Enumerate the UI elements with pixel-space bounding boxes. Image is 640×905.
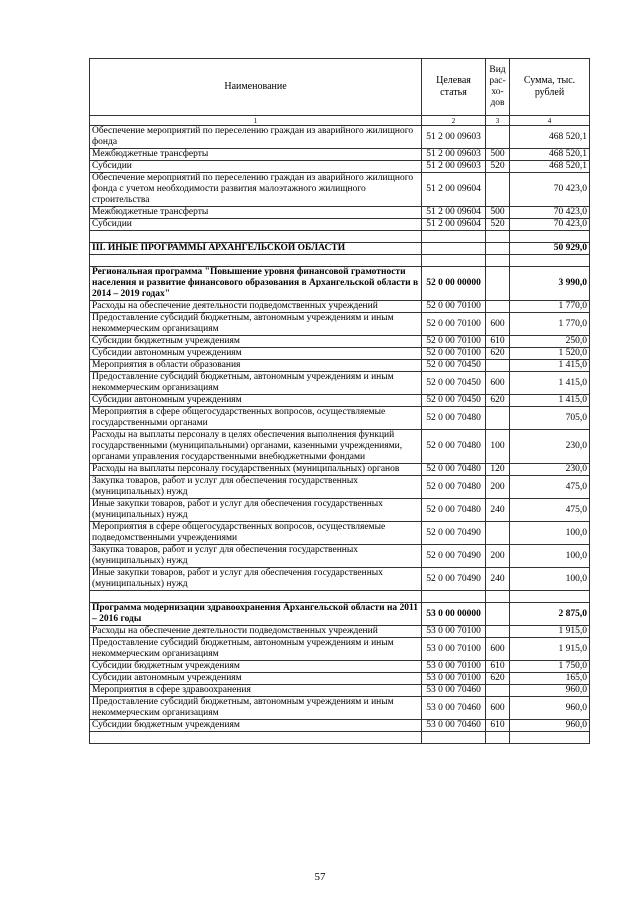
- table-row: [90, 720, 590, 732]
- row-vid: 600: [486, 697, 510, 720]
- row-vid: [486, 243, 510, 255]
- empty-cell: [486, 732, 510, 744]
- table-row: [90, 301, 590, 313]
- table-row: [90, 348, 590, 360]
- row-code: 52 0 00 70450: [422, 372, 486, 395]
- row-sum: 960,0: [510, 685, 590, 697]
- row-name: Расходы на выплаты персоналу государственных (муниципальных) органов: [90, 464, 422, 476]
- row-sum: 1 915,0: [510, 626, 590, 638]
- row-code: 52 0 00 70490: [422, 568, 486, 591]
- table-row: [90, 207, 590, 219]
- section-row: [90, 267, 590, 301]
- empty-cell: [486, 255, 510, 267]
- row-name: Субсидии бюджетным учреждениям: [90, 720, 422, 732]
- row-sum: 165,0: [510, 673, 590, 685]
- page-number: 57: [314, 871, 326, 883]
- empty-cell: [510, 255, 590, 267]
- row-sum: 475,0: [510, 476, 590, 499]
- row-vid: 520: [486, 161, 510, 173]
- row-vid: 620: [486, 348, 510, 360]
- row-vid: [486, 685, 510, 697]
- row-sum: 2 875,0: [510, 603, 590, 626]
- row-sum: 230,0: [510, 430, 590, 464]
- column-index-row: [90, 116, 590, 126]
- table-row: [90, 499, 590, 522]
- row-vid: 120: [486, 464, 510, 476]
- spacer-row: [90, 591, 590, 603]
- table-row: [90, 360, 590, 372]
- spacer-row: [90, 231, 590, 243]
- row-sum: 250,0: [510, 336, 590, 348]
- row-sum: 1 750,0: [510, 661, 590, 673]
- row-name: Расходы на обеспечение деятельности подведомственных учреждений: [90, 301, 422, 313]
- table-row: [90, 661, 590, 673]
- row-sum: 50 929,0: [510, 243, 590, 255]
- row-vid: [486, 267, 510, 301]
- table-header-row: [90, 59, 590, 116]
- row-code: 53 0 00 70100: [422, 638, 486, 661]
- row-vid: [486, 407, 510, 430]
- row-name: Иные закупки товаров, работ и услуг для обеспечения государственных (муниципальных) нужд: [90, 568, 422, 591]
- row-code: 52 0 00 70480: [422, 476, 486, 499]
- table-row: [90, 161, 590, 173]
- row-sum: 1 415,0: [510, 395, 590, 407]
- row-code: 53 0 00 70100: [422, 673, 486, 685]
- row-code: 52 0 00 70450: [422, 360, 486, 372]
- row-sum: 230,0: [510, 464, 590, 476]
- row-code: 52 0 00 70480: [422, 464, 486, 476]
- section-row: [90, 243, 590, 255]
- row-vid: 620: [486, 673, 510, 685]
- empty-cell: [90, 255, 422, 267]
- row-code: 51 2 00 09604: [422, 219, 486, 231]
- empty-cell: [486, 591, 510, 603]
- spacer-row: [90, 255, 590, 267]
- row-name: Предоставление субсидий бюджетным, автономным учреждениям и иным некоммерческим организациям: [90, 638, 422, 661]
- row-name: Предоставление субсидий бюджетным, автономным учреждениям и иным некоммерческим организациям: [90, 697, 422, 720]
- row-sum: 705,0: [510, 407, 590, 430]
- table-row: [90, 522, 590, 545]
- row-vid: 620: [486, 395, 510, 407]
- row-name: Мероприятия в сфере общегосударственных вопросов, осуществляемые государственными органами: [90, 407, 422, 430]
- table-row: [90, 638, 590, 661]
- empty-cell: [90, 591, 422, 603]
- table-row: [90, 626, 590, 638]
- row-vid: [486, 360, 510, 372]
- row-vid: 610: [486, 661, 510, 673]
- column-index-3: 3: [486, 116, 510, 126]
- row-code: 52 0 00 00000: [422, 267, 486, 301]
- row-code: 51 2 00 09603: [422, 149, 486, 161]
- header-name: Наименование: [90, 59, 422, 116]
- row-code: 53 0 00 70460: [422, 697, 486, 720]
- row-sum: 960,0: [510, 720, 590, 732]
- column-index-4: 4: [510, 116, 590, 126]
- row-code: 52 0 00 70480: [422, 499, 486, 522]
- row-vid: 610: [486, 336, 510, 348]
- table-row: [90, 464, 590, 476]
- row-vid: 520: [486, 219, 510, 231]
- table-row: [90, 407, 590, 430]
- empty-cell: [510, 591, 590, 603]
- row-code: 53 0 00 70100: [422, 661, 486, 673]
- row-sum: 1 770,0: [510, 313, 590, 336]
- table-row: [90, 430, 590, 464]
- row-name: Программа модернизации здравоохранения Архангельской области на 2011 – 2016 годы: [90, 603, 422, 626]
- row-code: 52 0 00 70490: [422, 522, 486, 545]
- row-name: Расходы на обеспечение деятельности подведомственных учреждений: [90, 626, 422, 638]
- row-code: 52 0 00 70100: [422, 301, 486, 313]
- row-sum: 1 415,0: [510, 360, 590, 372]
- row-sum: 1 770,0: [510, 301, 590, 313]
- row-name: Субсидии бюджетным учреждениям: [90, 661, 422, 673]
- row-vid: 240: [486, 499, 510, 522]
- row-sum: 70 423,0: [510, 173, 590, 207]
- empty-cell: [90, 231, 422, 243]
- table-body: [90, 59, 590, 744]
- row-vid: 500: [486, 207, 510, 219]
- empty-cell: [422, 255, 486, 267]
- row-name: Субсидии: [90, 161, 422, 173]
- row-sum: 475,0: [510, 499, 590, 522]
- row-name: Субсидии автономным учреждениям: [90, 673, 422, 685]
- row-vid: 200: [486, 545, 510, 568]
- row-name: III. ИНЫЕ ПРОГРАММЫ АРХАНГЕЛЬСКОЙ ОБЛАСТИ: [90, 243, 422, 255]
- row-vid: [486, 522, 510, 545]
- row-sum: 3 990,0: [510, 267, 590, 301]
- row-name: Иные закупки товаров, работ и услуг для обеспечения государственных (муниципальных) нужд: [90, 499, 422, 522]
- row-code: [422, 243, 486, 255]
- empty-cell: [510, 231, 590, 243]
- row-vid: 200: [486, 476, 510, 499]
- header-sum: Сумма, тыс. рублей: [510, 59, 590, 116]
- row-name: Мероприятия в сфере общегосударственных вопросов, осуществляемые подведомственными учреждениями: [90, 522, 422, 545]
- row-code: 53 0 00 70460: [422, 685, 486, 697]
- table-row: [90, 372, 590, 395]
- row-vid: 600: [486, 313, 510, 336]
- section-row: [90, 603, 590, 626]
- row-sum: 70 423,0: [510, 207, 590, 219]
- row-name: Предоставление субсидий бюджетным, автономным учреждениям и иным некоммерческим организациям: [90, 313, 422, 336]
- empty-cell: [90, 732, 422, 744]
- row-code: 51 2 00 09603: [422, 126, 486, 149]
- row-vid: [486, 126, 510, 149]
- row-vid: 600: [486, 638, 510, 661]
- row-sum: 960,0: [510, 697, 590, 720]
- table-row: [90, 336, 590, 348]
- row-code: 52 0 00 70100: [422, 313, 486, 336]
- header-code: Целевая статья: [422, 59, 486, 116]
- empty-cell: [422, 732, 486, 744]
- empty-cell: [422, 231, 486, 243]
- row-name: Субсидии: [90, 219, 422, 231]
- table-row: [90, 476, 590, 499]
- row-name: Мероприятия в области образования: [90, 360, 422, 372]
- row-vid: 240: [486, 568, 510, 591]
- row-vid: 500: [486, 149, 510, 161]
- row-name: Обеспечение мероприятий по переселению граждан из аварийного жилищного фонда: [90, 126, 422, 149]
- row-sum: 100,0: [510, 545, 590, 568]
- row-code: 52 0 00 70450: [422, 395, 486, 407]
- row-name: Предоставление субсидий бюджетным, автономным учреждениям и иным некоммерческим организациям: [90, 372, 422, 395]
- row-vid: 100: [486, 430, 510, 464]
- table-row: [90, 313, 590, 336]
- spacer-row: [90, 732, 590, 744]
- empty-cell: [422, 591, 486, 603]
- row-code: 52 0 00 70480: [422, 430, 486, 464]
- row-sum: 1 915,0: [510, 638, 590, 661]
- row-name: Региональная программа "Повышение уровня финансовой грамотности населения и развитие финансового образования в Архангельской области в 2014 – 2019 годах": [90, 267, 422, 301]
- row-vid: [486, 626, 510, 638]
- row-name: Субсидии автономным учреждениям: [90, 395, 422, 407]
- row-code: 53 0 00 70460: [422, 720, 486, 732]
- row-code: 51 2 00 09603: [422, 161, 486, 173]
- row-vid: 610: [486, 720, 510, 732]
- table-row: [90, 673, 590, 685]
- row-name: Мероприятия в сфере здравоохранения: [90, 685, 422, 697]
- table-row: [90, 173, 590, 207]
- column-index-2: 2: [422, 116, 486, 126]
- row-vid: 600: [486, 372, 510, 395]
- row-sum: 100,0: [510, 522, 590, 545]
- table-row: [90, 219, 590, 231]
- row-code: 52 0 00 70490: [422, 545, 486, 568]
- row-sum: 70 423,0: [510, 219, 590, 231]
- row-sum: 468 520,1: [510, 161, 590, 173]
- row-sum: 100,0: [510, 568, 590, 591]
- table-row: [90, 395, 590, 407]
- row-name: Межбюджетные трансферты: [90, 207, 422, 219]
- row-vid: [486, 301, 510, 313]
- row-vid: [486, 603, 510, 626]
- row-name: Обеспечение мероприятий по переселению граждан из аварийного жилищного фонда с учетом необходимости развития малоэтажного жилищного строительства: [90, 173, 422, 207]
- row-sum: 1 415,0: [510, 372, 590, 395]
- row-name: Субсидии автономным учреждениям: [90, 348, 422, 360]
- table-row: [90, 545, 590, 568]
- row-sum: 468 520,1: [510, 149, 590, 161]
- row-code: 53 0 00 00000: [422, 603, 486, 626]
- row-code: 52 0 00 70100: [422, 348, 486, 360]
- column-index-1: 1: [90, 116, 422, 126]
- row-vid: [486, 173, 510, 207]
- row-name: Субсидии бюджетным учреждениям: [90, 336, 422, 348]
- empty-cell: [486, 231, 510, 243]
- row-code: 53 0 00 70100: [422, 626, 486, 638]
- budget-table: [89, 58, 590, 744]
- row-name: Закупка товаров, работ и услуг для обеспечения государственных (муниципальных) нужд: [90, 476, 422, 499]
- row-code: 51 2 00 09604: [422, 207, 486, 219]
- table-row: [90, 697, 590, 720]
- row-sum: 468 520,1: [510, 126, 590, 149]
- row-sum: 1 520,0: [510, 348, 590, 360]
- table-row: [90, 568, 590, 591]
- row-name: Расходы на выплаты персоналу в целях обеспечения выполнения функций государственными (муниципальными) органами, казенными учреждениями, органами управления государственными внебюджетными фондами: [90, 430, 422, 464]
- header-vid: Вид рас- хо- дов: [486, 59, 510, 116]
- row-code: 52 0 00 70480: [422, 407, 486, 430]
- table-row: [90, 126, 590, 149]
- row-name: Межбюджетные трансферты: [90, 149, 422, 161]
- empty-cell: [510, 732, 590, 744]
- table-row: [90, 149, 590, 161]
- table-row: [90, 685, 590, 697]
- row-code: 52 0 00 70100: [422, 336, 486, 348]
- row-code: 51 2 00 09604: [422, 173, 486, 207]
- row-name: Закупка товаров, работ и услуг для обеспечения государственных (муниципальных) нужд: [90, 545, 422, 568]
